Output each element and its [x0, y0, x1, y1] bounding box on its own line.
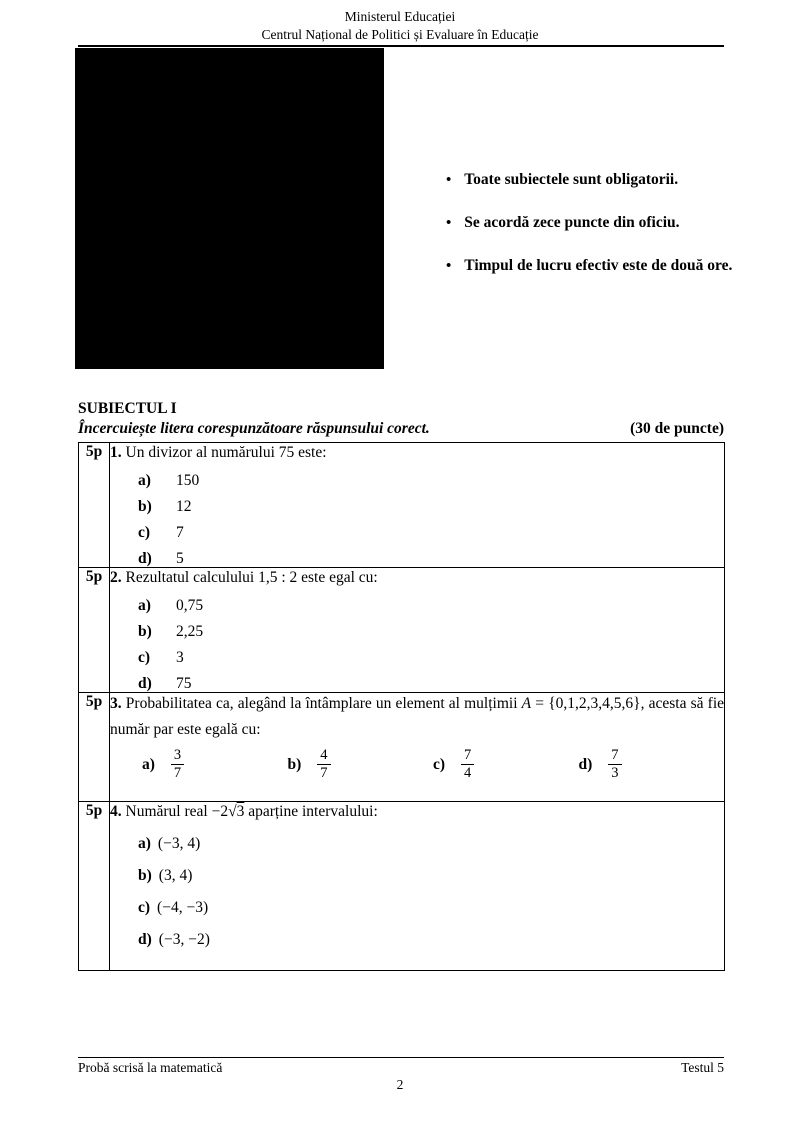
option-letter: c) [138, 899, 151, 916]
answer-option [110, 650, 724, 666]
document-header [0, 8, 800, 44]
question-row-3 [79, 693, 725, 802]
answer-option [110, 898, 724, 918]
option-value: 7 [176, 524, 184, 541]
section-instruction: Încercuiește litera corespunzătoare răspunsului corect. [78, 420, 430, 437]
fraction-denominator: 7 [173, 765, 182, 782]
notice-item [446, 213, 766, 233]
fraction-denominator: 4 [464, 765, 472, 782]
ministry-line: Ministerul Educației [344, 9, 456, 24]
answer-option [110, 598, 724, 614]
question-number: 4. [110, 803, 122, 820]
notice-text: Toate subiectele sunt obligatorii. [464, 171, 679, 188]
notice-text: Se acordă zece puncte din oficiu. [464, 214, 680, 231]
answer-option [433, 747, 579, 783]
question-text: 3. Probabilitatea ca, alegând la întâmplare un element al mulțimii A = {0,1,2,3,4,5,6}, acesta să fie număr par este egală cu: [110, 695, 725, 738]
interval-value: (−3, 4) [157, 835, 201, 852]
answer-option [288, 747, 434, 783]
bullet-icon: • [446, 172, 452, 188]
fraction-denominator: 7 [320, 765, 328, 782]
question-row-2 [79, 568, 725, 693]
radicand: 3 [236, 803, 245, 820]
notice-list [446, 170, 766, 299]
answer-option [110, 499, 724, 515]
question-cell [110, 443, 725, 568]
bullet-icon: • [446, 258, 452, 274]
option-letter: b) [287, 755, 302, 773]
center-line: Centrul Național de Politici și Evaluare în Educație [261, 26, 539, 42]
question-cell [110, 568, 725, 693]
set-variable: A [521, 695, 532, 712]
option-value: 12 [176, 498, 192, 515]
question-text: 1. Un divizor al numărului 75 este: [110, 444, 327, 461]
option-letter: c) [138, 524, 151, 541]
answer-option [110, 866, 724, 886]
questions-table [78, 442, 725, 971]
section-instruction-row [78, 420, 724, 438]
fraction-numerator: 4 [317, 747, 330, 765]
option-letter: c) [433, 755, 446, 773]
question-cell [110, 693, 725, 802]
option-value: 5 [176, 550, 184, 567]
footer-left: Probă scrisă la matematică [78, 1060, 223, 1075]
answer-option [110, 834, 724, 854]
answer-option [110, 551, 724, 567]
interval-value: (3, 4) [158, 867, 193, 884]
answer-option [579, 747, 725, 783]
option-letter: c) [138, 649, 151, 666]
option-letter: a) [138, 835, 151, 852]
answer-option [110, 676, 724, 692]
interval-value: (−3, −2) [158, 931, 210, 948]
question-row-4 [79, 802, 725, 971]
fraction-numerator: 7 [461, 747, 474, 765]
option-letter: b) [138, 623, 152, 640]
question-text: 2. Rezultatul calculului 1,5 : 2 este egal cu: [110, 569, 378, 586]
notice-item [446, 256, 766, 276]
option-letter: d) [138, 675, 152, 692]
answer-option [110, 473, 724, 489]
footer-rule [78, 1057, 724, 1058]
option-value: 150 [176, 472, 200, 489]
radical-expression: −2√3 [211, 803, 245, 820]
question-text: 4. Numărul real −2√3 aparține intervalului: [110, 803, 378, 820]
document-footer [78, 1060, 724, 1076]
fraction-numerator: 3 [171, 747, 184, 765]
question-number: 2. [110, 569, 122, 586]
option-letter: d) [138, 550, 152, 567]
option-letter: b) [138, 498, 152, 515]
footer-right: Testul 5 [681, 1060, 724, 1075]
question-number: 3. [110, 695, 122, 712]
option-value: 3 [176, 649, 184, 666]
fraction [461, 747, 474, 783]
notice-text: Timpul de lucru efectiv este de două ore. [464, 257, 733, 274]
option-letter: d) [578, 755, 593, 773]
option-value: 0,75 [176, 597, 204, 614]
answer-option [142, 747, 288, 783]
interval-value: (−4, −3) [157, 899, 209, 916]
header-rule [78, 45, 724, 47]
section-points: (30 de puncte) [630, 420, 724, 437]
answer-option [110, 624, 724, 640]
bullet-icon: • [446, 215, 452, 231]
fraction-numerator: 7 [608, 747, 621, 765]
section-title: SUBIECTUL I [78, 400, 177, 417]
points-cell: 5p [79, 802, 110, 971]
option-letter: a) [138, 597, 151, 614]
option-letter: a) [142, 755, 155, 773]
fraction-options-row [110, 747, 724, 783]
option-letter: b) [138, 867, 152, 884]
option-value: 75 [176, 675, 192, 692]
question-cell [110, 802, 725, 971]
answer-option [110, 525, 724, 541]
option-letter: a) [138, 472, 151, 489]
page-number: 2 [396, 1077, 404, 1092]
points-cell: 5p [79, 693, 110, 802]
fraction [171, 747, 184, 783]
question-row-1 [79, 443, 725, 568]
points-cell: 5p [79, 568, 110, 693]
fraction-denominator: 3 [611, 765, 619, 782]
set-body: = {0,1,2,3,4,5,6} [535, 695, 641, 712]
option-value: 2,25 [176, 623, 204, 640]
notice-item [446, 170, 766, 190]
points-cell: 5p [79, 443, 110, 568]
question-number: 1. [110, 444, 122, 461]
fraction [608, 747, 621, 783]
option-letter: d) [138, 931, 152, 948]
answer-option [110, 930, 724, 950]
redacted-image-block [75, 48, 384, 369]
fraction [317, 747, 330, 783]
